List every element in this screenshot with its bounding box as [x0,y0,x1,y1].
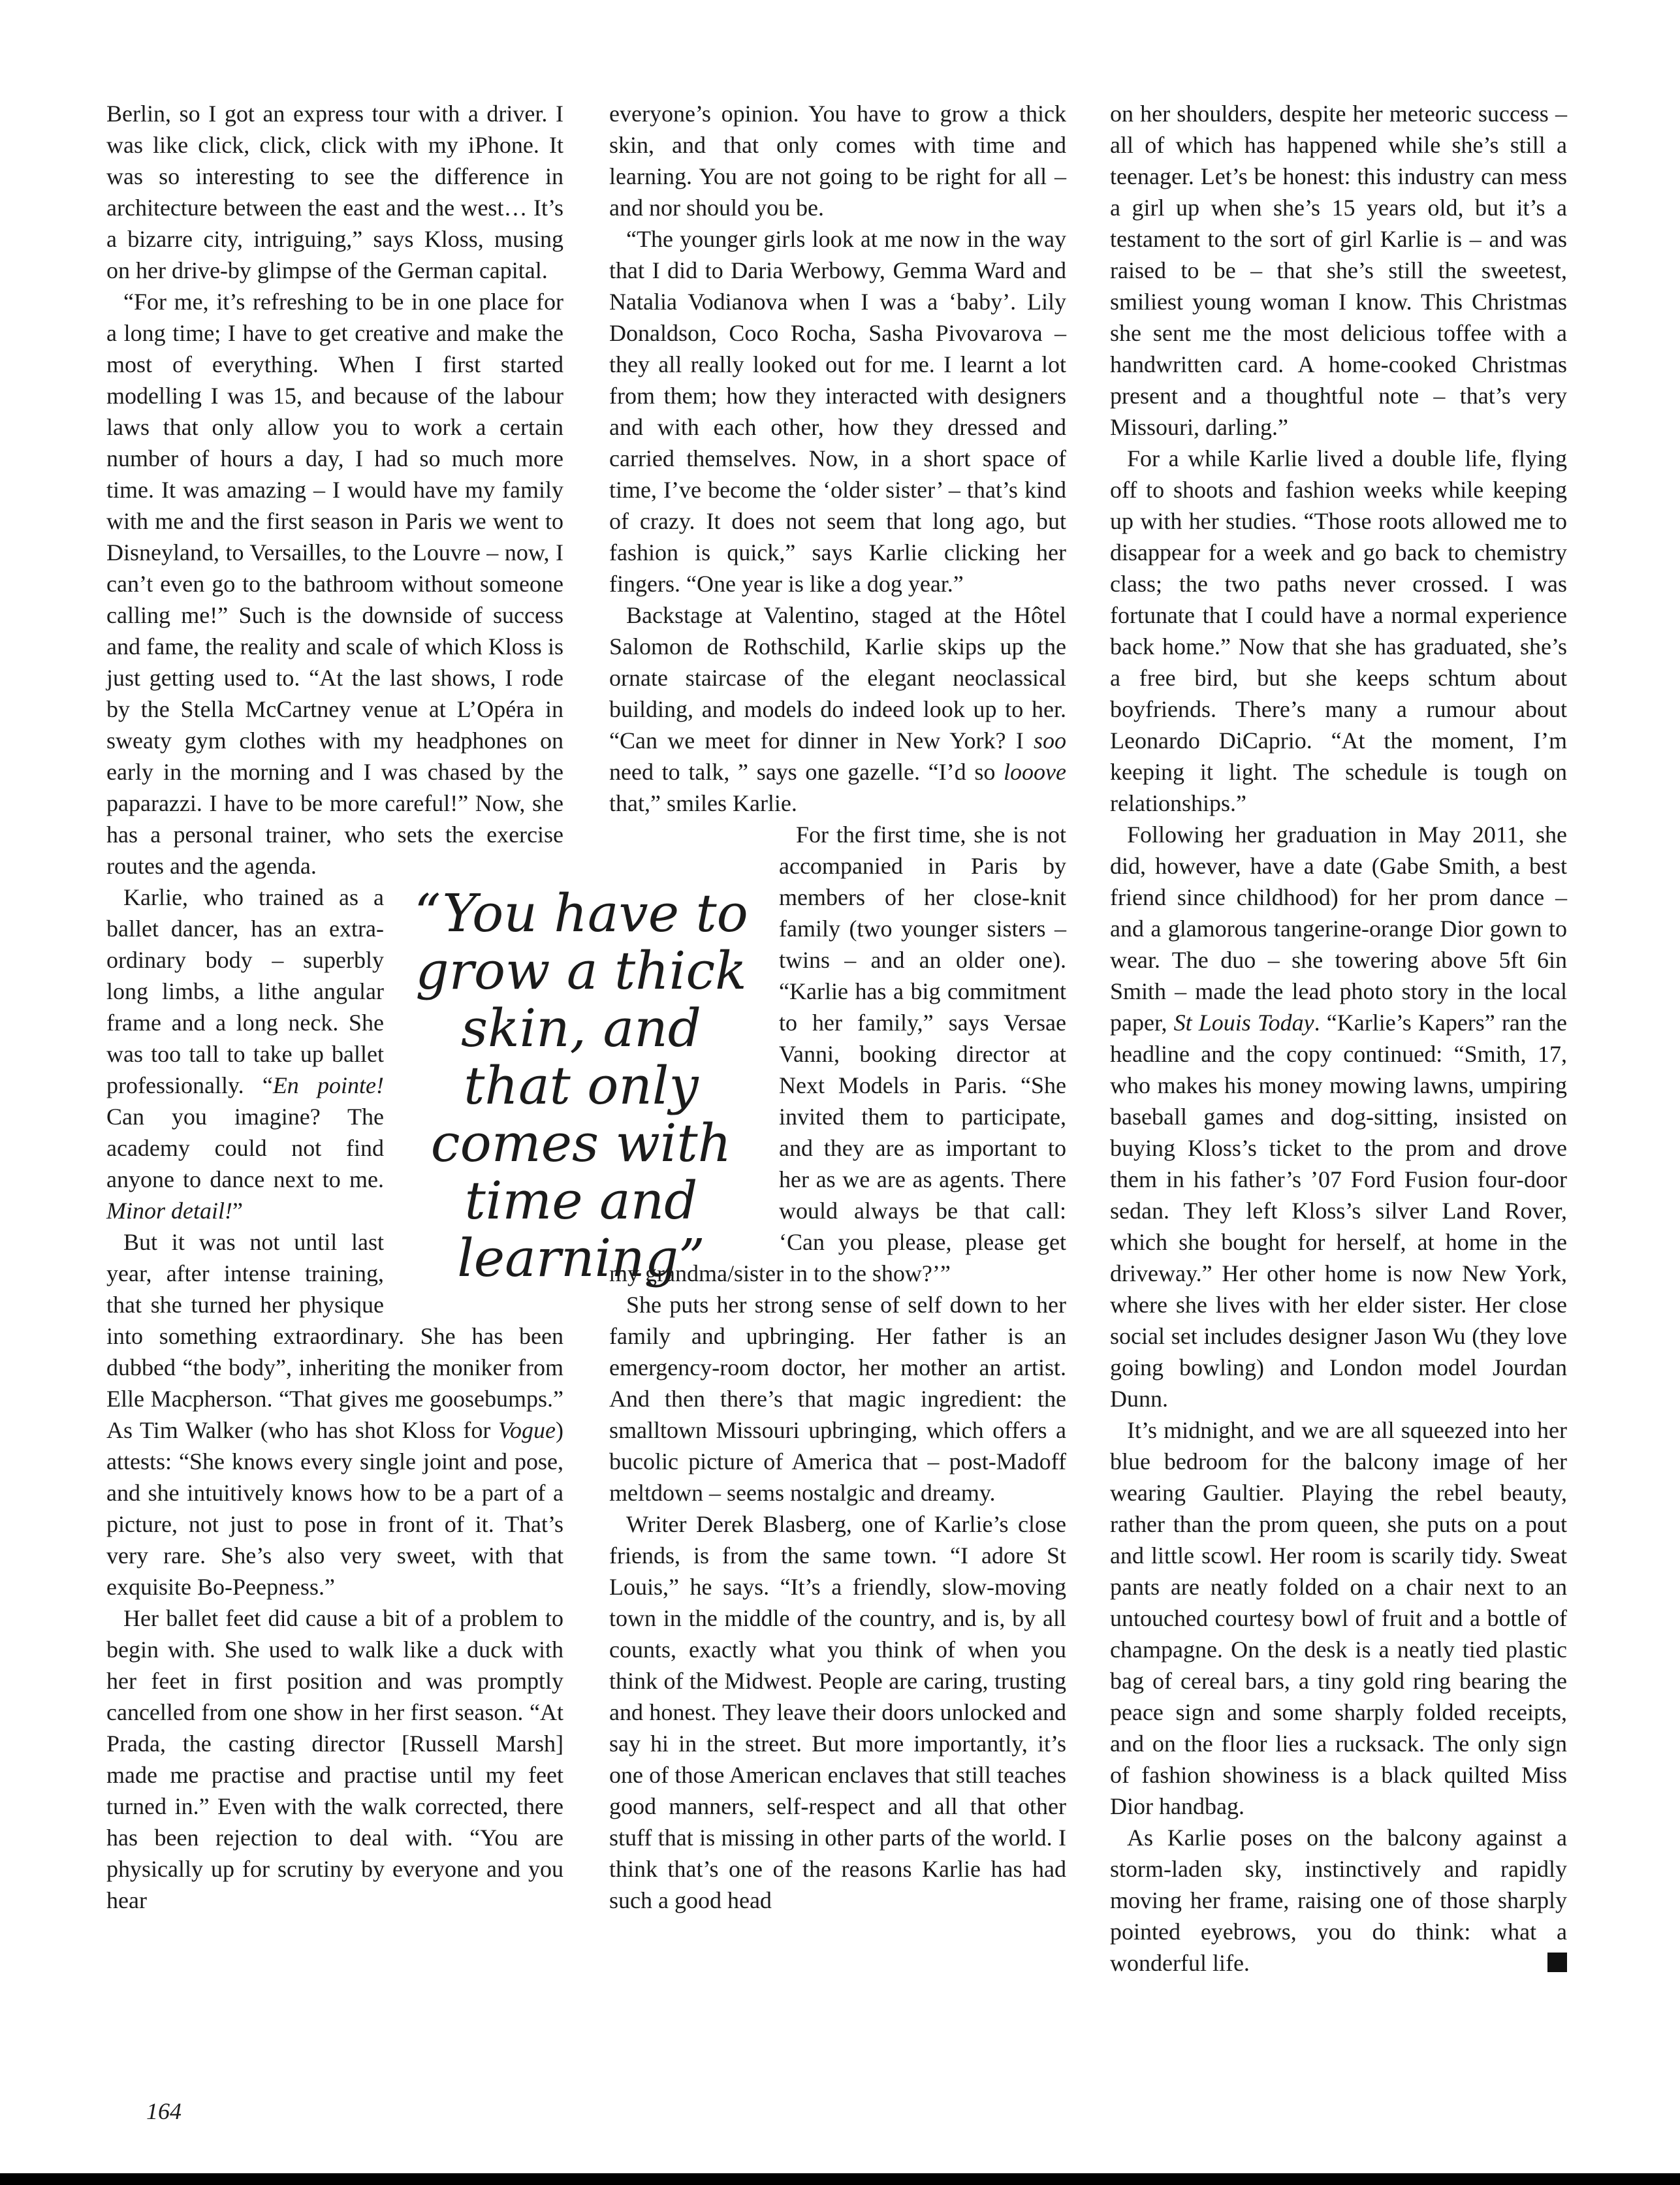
paragraph [609,599,1066,819]
paragraph-text: As Karlie poses on the balcony against a storm-laden sky, instinctively and rapidly moving her frame, raising one of those sharply pointed eyebrows, you do think: what a wonderful life. [1110,1825,1567,1976]
paragraph [1110,819,1567,1414]
italic-text: En pointe! [272,1072,384,1098]
italic-text: Minor detail! [106,1198,232,1224]
paragraph-text: that,” smiles Karlie. [609,790,797,816]
bottom-border-bar [0,2173,1680,2185]
italic-text: St Louis Today [1173,1010,1314,1036]
article-column-3 [1110,98,1567,1979]
paragraph-text: . “Karlie’s Kapers” ran the headline and the copy continued: “Smith, 17, who makes his money mowing lawns, umpiring baseball games and dog-sitting, insisted on buying Kloss’s ticket to the prom and drove them in his father’s ’07 Ford Fusion four-door sedan. They left Kloss’s silver Land Rover, which she bought for herself, at home in the driveway.” Her other home is now New York, where she lives with her elder sister. Her close social set includes designer Jason Wu (they love going bowling) and London model Jourdan Dunn. [1110,1010,1567,1412]
paragraph-text: Following her graduation in May 2011, she did, however, have a date (Gabe Smith, a best friend since childhood) for her prom dance – and a glamorous tangerine-orange Dior gown to wear. The duo – she towering above 5ft 6in Smith – made the lead photo story in the local paper, [1110,821,1567,1036]
paragraph: She puts her strong sense of self down to her family and upbringing. Her father is an emergency-room doctor, her mother an artist. And then there’s that magic ingredient: the smalltown Missouri upbringing, which offers a bucolic picture of America that – post-Madoff meltdown – seems nostalgic and dreamy. [609,1292,1066,1506]
paragraph-text: ) attests: “She knows every single joint and pose, and she intuitively knows how to be a part of a picture, not just to pose in front of it. That’s very rare. She’s also very sweet, with that exquisite Bo-Peepness.” [106,1417,563,1600]
paragraph: Writer Derek Blasberg, one of Karlie’s close friends, is from the same town. “I adore St Louis,” he says. “It’s a friendly, slow-moving town in the middle of the country, and is, by all counts, exactly what you think of when you think of the Midwest. People are caring, trusting and honest. They leave their doors unlocked and say hi in the street. But more importantly, it’s one of those American enclaves that still teaches good manners, self-respect and all that other stuff that is missing in other parts of the world. I think that’s one of the reasons Karlie has had such a good head [609,1511,1066,1913]
paragraph-text: “For me, it’s refreshing to be in one place for a long time; I have to get creative and make the most of everything. When I first started modelling I was 15, and because of the labour laws that only allow you to work a certain number of hours a day, I had so much more time. It was amazing – I would have my family with me and the first season in Paris we went to Disneyland, to Versailles, to the Louvre – now, I can’t even go to the bathroom without someone calling me!” Such is the downside of success and fame, the reality and scale of which Kloss is just getting used to. “At the last shows, I rode by the Stella McCartney venue at L’Opéra in sweaty gym clothes with my headphones on early in the morning and I was chased by the paparazzi. I have to be more careful!” Now, she has a personal trainer, who sets the exercise routes and the agenda. [106,289,563,879]
paragraph-text: Can you imagine? The academy could not find anyone to dance next to me. [106,1104,384,1192]
paragraph [106,286,563,882]
italic-text: soo [1033,727,1066,754]
paragraph: “The younger girls look at me now in the way that I did to Daria Werbowy, Gemma Ward and Natalia Vodianova when I was a ‘baby’. Lily Donaldson, Coco Rocha, Sasha Pivovarova – they all really looked out for me. I learnt a lot from them; how they interacted with designers and with each other, how they dressed and carried themselves. Now, in a short space of time, I’ve become the ‘older sister’ – that’s kind of crazy. It does not seem that long ago, but fashion is quick,” says Karlie clicking her fingers. “One year is like a dog year.” [609,226,1066,597]
paragraph: It’s midnight, and we are all squeezed into her blue bedroom for the balcony image of her wearing Gaultier. Playing the rebel beauty, rather than the prom queen, she puts on a pout and little scowl. Her room is scarily tidy. Sweat pants are neatly folded on a chair next to an untouched courtesy bowl of fruit and a bottle of champagne. On the desk is a neatly tied plastic bag of cereal bars, a tiny gold ring bearing the peace sign and some sharply folded receipts, and on the floor lies a rucksack. The only sign of fashion showiness is a black quilted Miss Dior handbag. [1110,1417,1567,1819]
pull-quote: “You have to grow a thick skin, and that only comes with time and learning” [414,883,748,1288]
paragraph-text: But it was not until last year, after intense training, that she turned her physique into something extraordinary. She has been dubbed “the body”, inheriting the moniker from Elle Macpherson. “That gives me goosebumps.” As Tim Walker (who has shot Kloss for [106,1229,563,1443]
italic-text: Vogue [498,1417,556,1443]
paragraph: on her shoulders, despite her meteoric success – all of which has happened while she’s still a teenager. Let’s be honest: this industry can mess a girl up when she’s 15 years old, but it’s a testament to the sort of girl Karlie is – and was raised to be – that she’s still the sweetest, smiliest young woman I know. This Christmas she sent me the most delicious toffee with a handwritten card. A home-cooked Christmas present and a thoughtful note – that’s very Missouri, darling.” [1110,101,1567,440]
paragraph: Her ballet feet did cause a bit of a problem to begin with. She used to walk like a duck with her feet in first position and was promptly cancelled from one show in her first season. “At Prada, the casting director [Russell Marsh] made me practise and practise until my feet turned in.” Even with the walk corrected, there has been rejection to deal with. “You are physically up for scrutiny by everyone and you hear [106,1605,563,1913]
paragraph-text: ” [232,1198,243,1224]
paragraph: For the first time, she is not accompanied in Paris by members of her close-knit family (two younger sisters – twins – and an older one). “Karlie has a big commitment to her family,” says Versae Vanni, booking director at Next Models in Paris. “She invited them to participate, and they are as important to her as we are as agents. There would always be that call: ‘Can you please, please get my grandma/sister in to the show?’” [609,821,1066,1286]
paragraph-text: Karlie, who trained as a ballet dancer, has an extra-ordinary body – superbly long limbs, a lithe angular frame and a long neck. She was too tall to take up ballet professionally. “ [106,884,384,1098]
paragraph: Berlin, so I got an express tour with a driver. I was like click, click, click with my iPhone. It was so interesting to see the difference in architecture between the east and the west… It’s a bizarre city, intriguing,” says Kloss, musing on her drive-by glimpse of the German capital. [106,101,563,283]
paragraph-text: Backstage at Valentino, staged at the Hôtel Salomon de Rothschild, Karlie skips up the ornate staircase of the elegant neoclassical building, and models do indeed look up to her. “Can we meet for dinner in New York? I [609,602,1066,754]
paragraph: everyone’s opinion. You have to grow a thick skin, and that only comes with time and learning. You are not going to be right for all – and nor should you be. [609,101,1066,221]
end-mark-icon [1547,1953,1567,1972]
paragraph-text: need to talk, ” says one gazelle. “I’d so [609,759,1004,785]
italic-text: looove [1004,759,1066,785]
paragraph: For a while Karlie lived a double life, flying off to shoots and fashion weeks while keeping up with her studies. “Those roots allowed me to disappear for a week and go back to chemistry class; the two paths never crossed. I was fortunate that I could have a normal experience back home.” Now that she has graduated, she’s a free bird, but she keeps schtum about boyfriends. There’s many a rumour about Leonardo DiCaprio. “At the moment, I’m keeping it light. The schedule is tough on relationships.” [1110,445,1567,816]
paragraph [1110,1822,1567,1979]
page-number: 164 [146,2098,182,2124]
